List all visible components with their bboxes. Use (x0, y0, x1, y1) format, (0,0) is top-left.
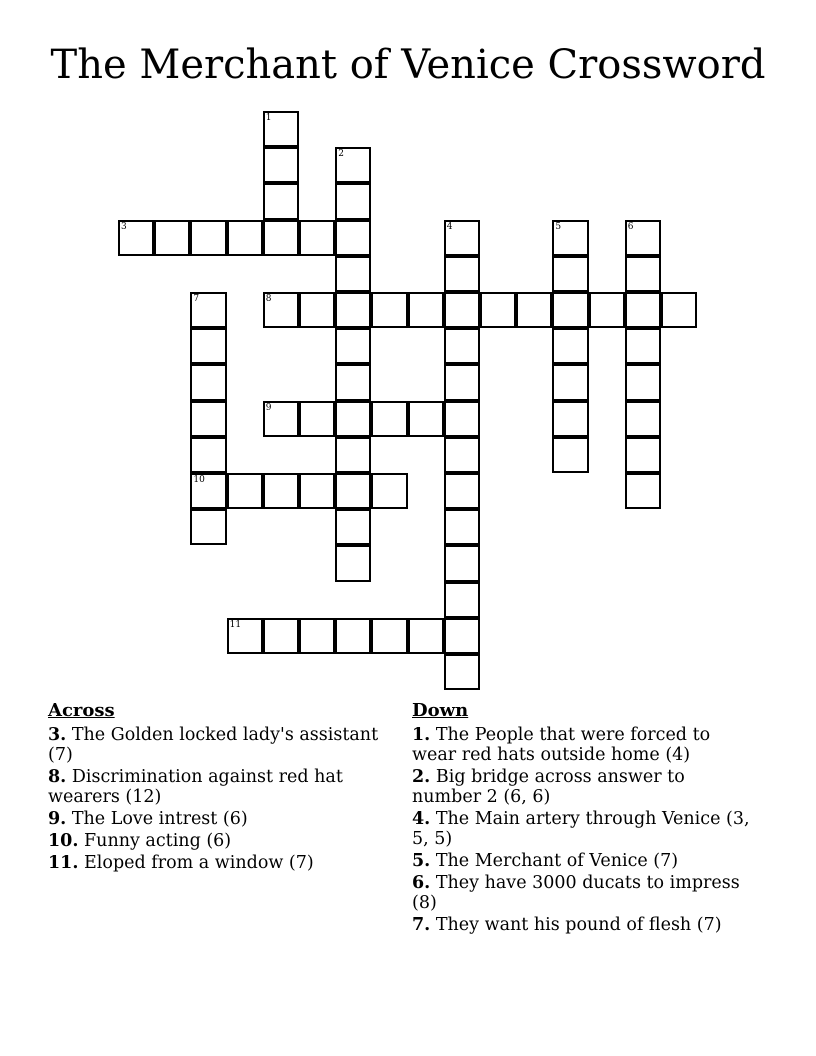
down-clue (412, 915, 752, 935)
clue-text: The Main artery through Venice (3, 5, 5) (412, 809, 750, 849)
grid-cell[interactable] (408, 618, 444, 654)
grid-cell[interactable] (190, 364, 226, 400)
down-heading: Down (412, 700, 469, 721)
cell-number: 6 (627, 221, 634, 232)
grid-cell[interactable] (299, 292, 335, 328)
grid-cell[interactable] (371, 473, 407, 509)
grid-cell[interactable] (335, 292, 371, 328)
grid-cell[interactable] (190, 220, 226, 256)
grid-cell[interactable] (190, 509, 226, 545)
grid-cell[interactable] (625, 256, 661, 292)
grid-cell[interactable] (480, 292, 516, 328)
cell-number: 4 (446, 221, 453, 232)
grid-cell[interactable] (552, 437, 588, 473)
grid-cell[interactable] (444, 328, 480, 364)
cell-number: 2 (338, 149, 344, 160)
grid-cell[interactable] (263, 618, 299, 654)
grid-cell[interactable] (263, 183, 299, 219)
clue-text: The Love intrest (6) (71, 809, 248, 829)
clue-number: 2. (412, 767, 431, 787)
grid-cell[interactable] (552, 364, 588, 400)
grid-cell[interactable] (335, 473, 371, 509)
grid-cell[interactable] (190, 292, 226, 328)
clue-number: 9. (48, 809, 67, 829)
clue-text: Big bridge across answer to number 2 (6, 6) (412, 767, 685, 807)
grid-cell[interactable] (444, 401, 480, 437)
grid-cell[interactable] (444, 256, 480, 292)
grid-cell[interactable] (552, 401, 588, 437)
grid-cell[interactable] (444, 582, 480, 618)
grid-cell[interactable] (299, 473, 335, 509)
clue-number: 7. (412, 915, 431, 935)
grid-cell[interactable] (444, 437, 480, 473)
across-heading: Across (48, 700, 115, 721)
grid-cell[interactable] (625, 401, 661, 437)
page-title: The Merchant of Venice Crossword (50, 42, 766, 88)
grid-cell[interactable] (444, 509, 480, 545)
grid-cell[interactable] (335, 183, 371, 219)
clue-text: They have 3000 ducats to impress (8) (412, 873, 740, 913)
grid-cell[interactable] (335, 509, 371, 545)
grid-cell[interactable] (227, 220, 263, 256)
grid-cell[interactable] (263, 292, 299, 328)
clue-number: 3. (48, 725, 67, 745)
grid-cell[interactable] (299, 220, 335, 256)
across-clue (48, 853, 388, 873)
clue-number: 5. (412, 851, 431, 871)
grid-cell[interactable] (408, 292, 444, 328)
across-clue (48, 767, 388, 807)
grid-cell[interactable] (299, 401, 335, 437)
grid-cell[interactable] (444, 545, 480, 581)
grid-cell[interactable] (190, 437, 226, 473)
grid-cell[interactable] (227, 618, 263, 654)
down-clue (412, 809, 752, 849)
cell-number: 3 (121, 221, 127, 232)
down-clue (412, 851, 752, 871)
grid-cell[interactable] (516, 292, 552, 328)
grid-cell[interactable] (263, 220, 299, 256)
grid-cell[interactable] (263, 473, 299, 509)
grid-cell[interactable] (335, 256, 371, 292)
cell-number: 1 (265, 113, 272, 123)
cell-number: 8 (265, 294, 272, 304)
grid-cell[interactable] (335, 545, 371, 581)
grid-cell[interactable] (263, 401, 299, 437)
grid-cell[interactable] (444, 292, 480, 328)
clue-text: Discrimination against red hat wearers (12) (48, 767, 343, 807)
grid-cell[interactable] (444, 654, 480, 690)
clue-text: Funny acting (6) (84, 831, 232, 851)
cell-number: 5 (555, 221, 562, 232)
grid-cell[interactable] (154, 220, 190, 256)
grid-cell[interactable] (190, 401, 226, 437)
cell-number: 10 (193, 475, 205, 485)
clue-number: 10. (48, 831, 79, 851)
grid-cell[interactable] (335, 437, 371, 473)
grid-cell[interactable] (444, 473, 480, 509)
grid-cell[interactable] (625, 437, 661, 473)
cell-number: 9 (265, 402, 272, 413)
grid-cell[interactable] (371, 292, 407, 328)
grid-cell[interactable] (625, 473, 661, 509)
across-clue (48, 725, 388, 765)
grid-cell[interactable] (552, 220, 588, 256)
grid-cell[interactable] (552, 256, 588, 292)
grid-cell[interactable] (552, 328, 588, 364)
clue-text: The People that were forced to wear red hats outside home (4) (412, 725, 711, 765)
down-clues (412, 700, 752, 937)
across-clues (48, 700, 388, 875)
grid-cell[interactable] (589, 292, 625, 328)
grid-cell[interactable] (190, 473, 226, 509)
clue-text: They want his pound of flesh (7) (435, 915, 722, 935)
grid-cell[interactable] (371, 618, 407, 654)
grid-cell[interactable] (118, 220, 154, 256)
clue-text: Eloped from a window (7) (84, 853, 314, 873)
across-clue (48, 809, 388, 829)
grid-cell[interactable] (263, 147, 299, 183)
clue-number: 6. (412, 873, 431, 893)
clue-text: The Merchant of Venice (7) (435, 851, 679, 871)
grid-cell[interactable] (190, 328, 226, 364)
grid-cell[interactable] (625, 220, 661, 256)
grid-cell[interactable] (227, 473, 263, 509)
grid-cell[interactable] (444, 618, 480, 654)
grid-cell[interactable] (335, 401, 371, 437)
grid-cell[interactable] (335, 328, 371, 364)
grid-cell[interactable] (444, 364, 480, 400)
grid-cell[interactable] (335, 618, 371, 654)
cell-number: 7 (193, 294, 200, 304)
grid-cell[interactable] (371, 401, 407, 437)
grid-cell[interactable] (444, 220, 480, 256)
grid-cell[interactable] (335, 364, 371, 400)
grid-cell[interactable] (408, 401, 444, 437)
grid-cell[interactable] (552, 292, 588, 328)
across-clue (48, 831, 388, 851)
grid-cell[interactable] (661, 292, 697, 328)
clue-text: The Golden locked lady's assistant (7) (48, 725, 379, 765)
down-clue (412, 725, 752, 765)
grid-cell[interactable] (335, 220, 371, 256)
grid-cell[interactable] (625, 364, 661, 400)
clue-number: 8. (48, 767, 67, 787)
clue-number: 4. (412, 809, 431, 829)
clue-number: 1. (412, 725, 431, 745)
grid-cell[interactable] (299, 618, 335, 654)
clue-number: 11. (48, 853, 79, 873)
down-clue (412, 767, 752, 807)
cell-number: 11 (229, 619, 242, 630)
grid-cell[interactable] (625, 328, 661, 364)
grid-cell[interactable] (335, 147, 371, 183)
grid-cell[interactable] (263, 111, 299, 147)
down-clue (412, 873, 752, 913)
grid-cell[interactable] (625, 292, 661, 328)
